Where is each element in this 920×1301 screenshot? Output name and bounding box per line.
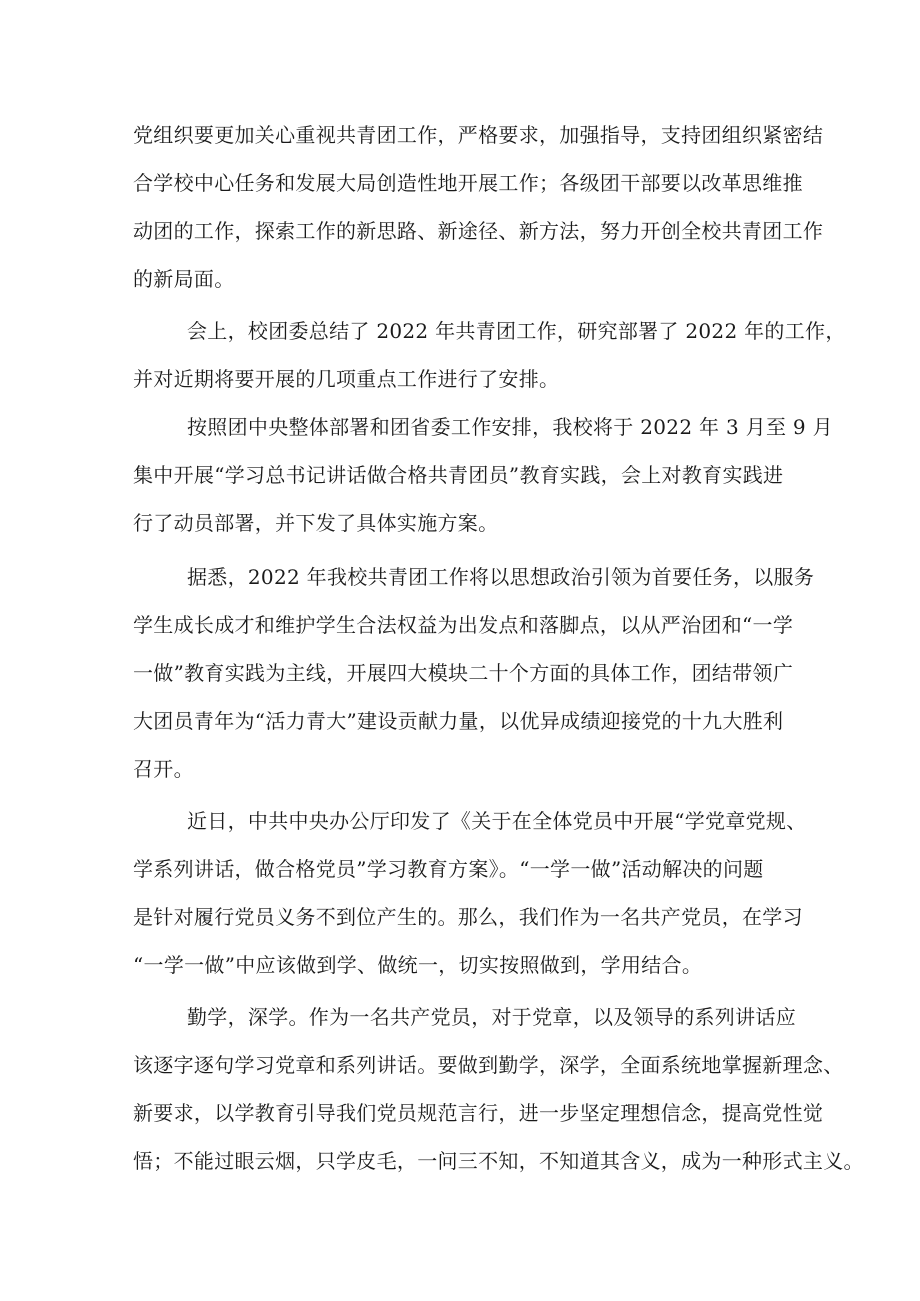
paragraph-1-line-2: 合学校中心任务和发展大局创造性地开展工作；各级团干部要以改革思维推 [133,171,803,195]
paragraph-4-line-4: 大团员青年为“活力青大”建设贡献力量，以优异成绩迎接党的十九大胜利 [133,709,784,733]
paragraph-4-line-2: 学生成长成才和维护学生合法权益为出发点和落脚点，以从严治团和“一学 [133,613,794,637]
paragraph-5-line-1: 近日，中共中央办公厅印发了《关于在全体党员中开展“学党章党规、 [187,809,807,833]
paragraph-6-line-2: 该逐字逐句学习党章和系列讲话。要做到勤学，深学，全面系统地掌握新理念、 [133,1053,844,1077]
paragraph-4-line-1: 据悉，2022 年我校共青团工作将以思想政治引领为首要任务，以服务 [187,565,815,589]
paragraph-3-line-1: 按照团中央整体部署和团省委工作安排，我校将于 2022 年 3 月至 9 月 [187,415,833,439]
paragraph-1-line-4: 的新局面。 [133,267,235,291]
paragraph-5-line-3: 是针对履行党员义务不到位产生的。那么，我们作为一名共产党员，在学习 [133,905,803,929]
paragraph-4-line-3: 一做”教育实践为主线，开展四大模块二十个方面的具体工作，团结带领广 [133,661,794,685]
paragraph-5-line-4: “一学一做”中应该做到学、做统一，切实按照做到，学用结合。 [133,953,703,977]
paragraph-2-line-1: 会上，校团委总结了 2022 年共青团工作，研究部署了 2022 年的工作， [187,319,846,343]
paragraph-4-line-5: 召开。 [133,757,194,781]
paragraph-3-line-2: 集中开展“学习总书记讲话做合格共青团员”教育实践，会上对教育实践进 [133,463,784,487]
paragraph-5-line-2: 学系列讲话，做合格党员”学习教育方案》。“一学一做”活动解决的问题 [133,857,764,881]
paragraph-2-line-2: 并对近期将要开展的几项重点工作进行了安排。 [133,367,560,391]
paragraph-1-line-1: 党组织要更加关心重视共青团工作，严格要求，加强指导，支持团组织紧密结 [133,123,824,147]
paragraph-3-line-3: 行了动员部署，并下发了具体实施方案。 [133,511,499,535]
paragraph-6-line-1: 勤学，深学。作为一名共产党员，对于党章，以及领导的系列讲话应 [187,1005,796,1029]
paragraph-6-line-3: 新要求，以学教育引导我们党员规范言行，进一步坚定理想信念，提高党性觉 [133,1101,824,1125]
paragraph-1-line-3: 动团的工作，探索工作的新思路、新途径、新方法，努力开创全校共青团工作 [133,219,824,243]
paragraph-6-line-4: 悟；不能过眼云烟，只学皮毛，一问三不知，不知道其含义，成为一种形式主义。 [133,1149,864,1173]
